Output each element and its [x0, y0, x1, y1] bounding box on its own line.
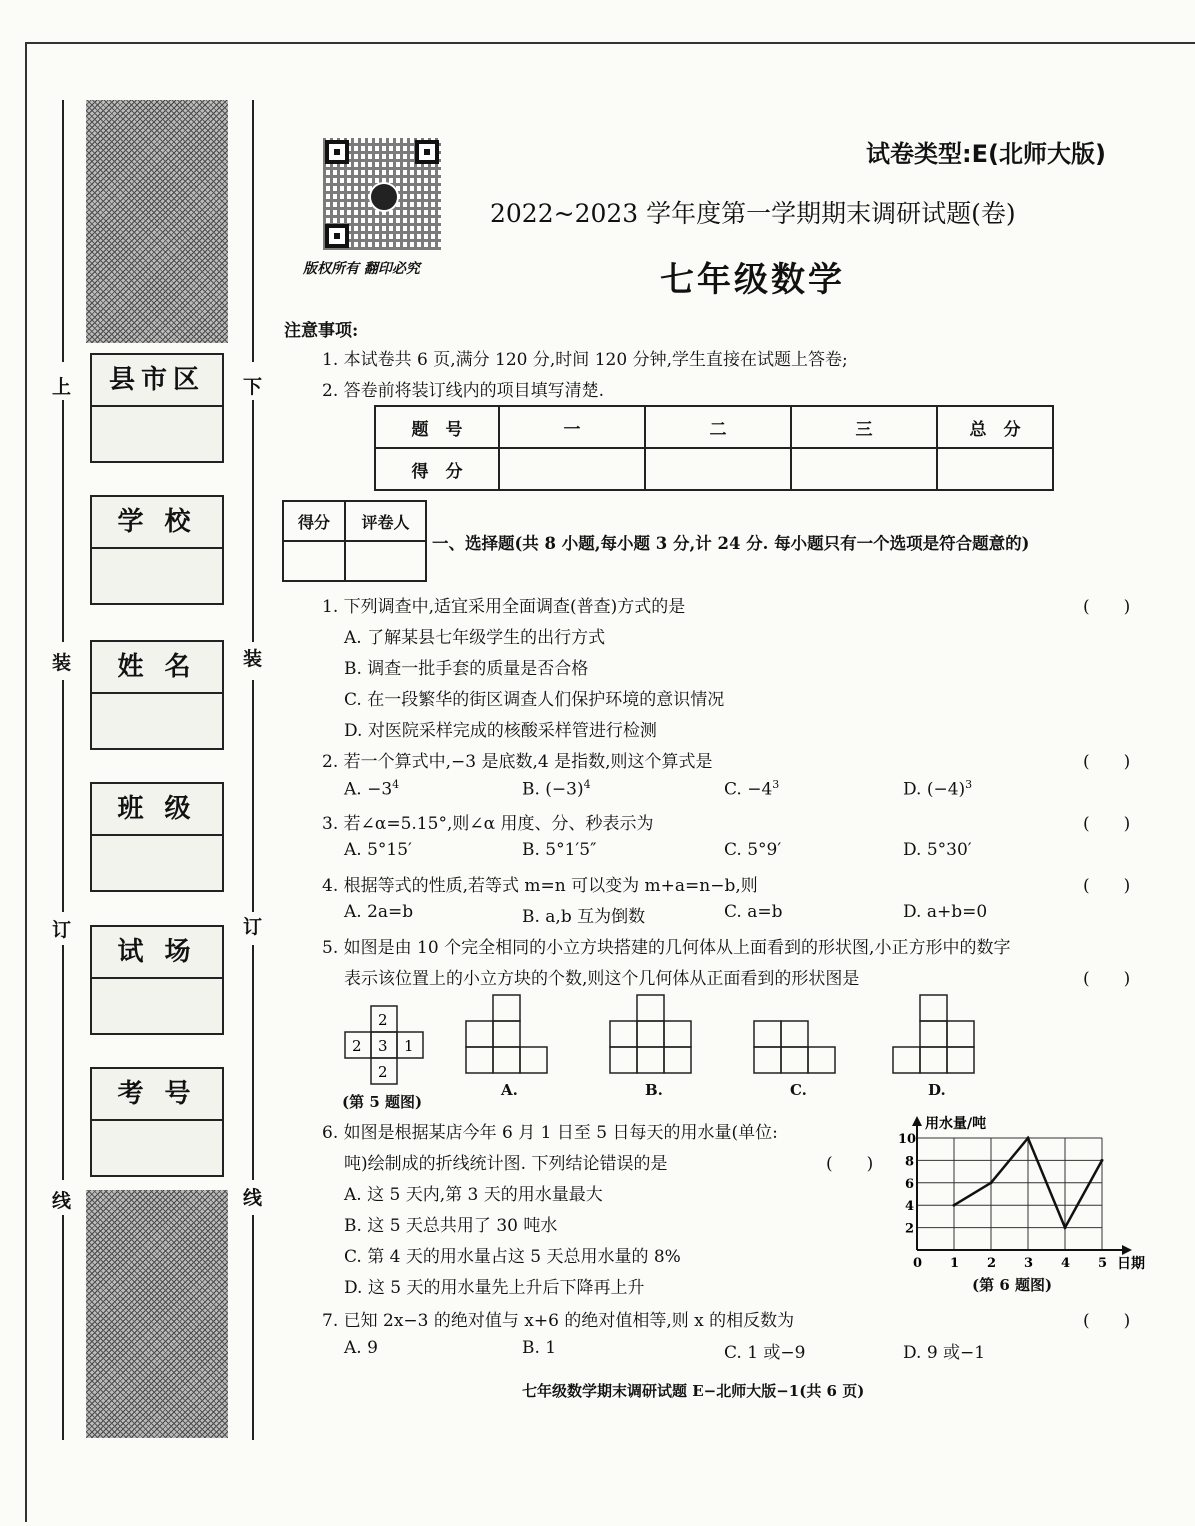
question-stem: 5. 如图是由 10 个完全相同的小立方块搭建的几何体从上面看到的形状图,小正方形中的数字	[322, 938, 1011, 958]
score-header: 二	[645, 406, 791, 448]
binding-mark-left: 线	[52, 1190, 72, 1212]
binding-line-right-4	[252, 945, 254, 1180]
top-view-count: 2	[378, 1063, 388, 1081]
info-box-exam-number[interactable]	[90, 1067, 224, 1177]
score-header: 题 号	[375, 406, 499, 448]
subject-title: 七年级数学	[660, 260, 845, 300]
q5-option-c-figure[interactable]	[753, 1020, 839, 1076]
chart-axes	[912, 1116, 1132, 1255]
option-b[interactable]: B. 1	[522, 1338, 557, 1358]
binding-mark-left: 订	[52, 919, 72, 941]
binding-line-left-1	[62, 100, 64, 362]
option-c[interactable]: C. 在一段繁华的街区调查人们保护环境的意识情况	[344, 690, 725, 710]
chart-data-point	[1064, 1226, 1067, 1229]
figure-caption: (第 5 题图)	[342, 1093, 423, 1111]
option-a[interactable]: A. 2a=b	[344, 902, 414, 922]
option-a[interactable]: A. 了解某县七年级学生的出行方式	[344, 628, 606, 648]
top-view-count: 2	[378, 1011, 388, 1029]
option-d[interactable]: D. 9 或−1	[903, 1343, 986, 1363]
exam-type: 试卷类型:E(北师大版)	[866, 140, 1106, 168]
chart-data-point	[953, 1204, 956, 1207]
score-header: 总 分	[937, 406, 1053, 448]
info-box-exam-room[interactable]	[90, 925, 224, 1035]
score-row-label: 得 分	[375, 448, 499, 490]
top-view-count: 1	[404, 1037, 414, 1055]
x-tick-label: 4	[1061, 1256, 1071, 1271]
question-stem: 2. 若一个算式中,−3 是底数,4 是指数,则这个算式是	[322, 752, 713, 772]
info-label: 姓 名	[92, 642, 222, 694]
binding-mark-right: 订	[243, 916, 263, 938]
exponent: 3	[772, 778, 780, 791]
binding-line-right-3	[252, 680, 254, 912]
y-tick-label: 4	[905, 1199, 915, 1215]
q5-option-label: D.	[928, 1081, 946, 1099]
y-tick-label: 6	[905, 1176, 915, 1192]
option-d[interactable]: D. $(-4)^3$	[903, 778, 973, 800]
qr-logo-icon	[369, 182, 399, 212]
page-footer: 七年级数学期末调研试题 E−北师大版−1(共 6 页)	[522, 1382, 865, 1400]
figure-caption: (第 6 题图)	[972, 1276, 1053, 1294]
chart-data-point	[990, 1181, 993, 1184]
question-stem: 1. 下列调查中,适宜采用全面调查(普查)方式的是	[322, 597, 686, 617]
x-tick-label: 3	[1024, 1256, 1034, 1271]
top-view-count: 3	[378, 1037, 388, 1055]
grader-cell[interactable]	[283, 541, 345, 581]
binding-mark-right: 装	[243, 648, 263, 670]
answer-paren[interactable]: ( )	[1083, 876, 1131, 896]
exam-title: 2022~2023 学年度第一学期期末调研试题(卷)	[490, 199, 1016, 228]
score-header: 三	[791, 406, 937, 448]
option-b[interactable]: B. a,b 互为倒数	[522, 907, 646, 927]
grader-cell[interactable]	[345, 541, 426, 581]
score-cell[interactable]	[499, 448, 645, 490]
option-b[interactable]: B. 这 5 天总共用了 30 吨水	[344, 1216, 558, 1236]
info-label: 考 号	[92, 1069, 222, 1121]
y-axis-arrow-icon	[912, 1116, 922, 1126]
notice-item: 1. 本试卷共 6 页,满分 120 分,时间 120 分钟,学生直接在试题上答卷;	[322, 350, 848, 370]
info-box-name[interactable]	[90, 640, 224, 750]
answer-paren[interactable]: ( )	[1083, 969, 1131, 989]
binding-line-left-2	[62, 400, 64, 642]
info-box-school[interactable]	[90, 495, 224, 605]
answer-paren[interactable]: ( )	[1083, 1311, 1131, 1331]
binding-mark-right: 线	[243, 1187, 263, 1209]
option-a[interactable]: A. $-3^4$	[344, 778, 400, 800]
binding-line-right-2	[252, 400, 254, 642]
question-stem: 吨)绘制成的折线统计图. 下列结论错误的是	[344, 1154, 668, 1174]
option-c[interactable]: C. $-4^3$	[724, 778, 780, 800]
answer-paren[interactable]: ( )	[826, 1154, 874, 1174]
question-stem: 7. 已知 2x−3 的绝对值与 x+6 的绝对值相等,则 x 的相反数为	[322, 1311, 795, 1331]
option-d[interactable]: D. 对医院采样完成的核酸采样管进行检测	[344, 721, 657, 741]
score-cell[interactable]	[791, 448, 937, 490]
question-stem: 表示该位置上的小立方块的个数,则这个几何体从正面看到的形状图是	[344, 969, 860, 989]
chart-data-point	[1101, 1159, 1104, 1162]
info-box-class[interactable]	[90, 782, 224, 892]
binding-line-left-3	[62, 680, 64, 912]
option-d[interactable]: D. 5°30′	[903, 840, 972, 860]
grader-header: 得分	[283, 501, 345, 541]
score-header: 一	[499, 406, 645, 448]
option-b[interactable]: B. $(-3)^4$	[522, 778, 591, 800]
exponent: 4	[583, 778, 591, 791]
notice-item: 2. 答卷前将装订线内的项目填写清楚.	[322, 381, 605, 401]
option-d[interactable]: D. a+b=0	[903, 902, 988, 922]
option-c[interactable]: C. a=b	[724, 902, 783, 922]
info-label: 学 校	[92, 497, 222, 549]
chart-grid	[917, 1138, 1102, 1250]
grader-table	[282, 500, 427, 582]
question-stem: 6. 如图是根据某店今年 6 月 1 日至 5 日每天的用水量(单位:	[322, 1123, 778, 1143]
option-b[interactable]: B. 5°1′5″	[522, 840, 597, 860]
x-tick-label: 5	[1098, 1256, 1108, 1271]
page-border-left	[25, 42, 27, 1522]
q5-option-a-figure[interactable]	[465, 994, 551, 1076]
exponent: 4	[392, 778, 400, 791]
score-table	[374, 405, 1054, 491]
qr-code	[323, 138, 441, 250]
binding-line-right-5	[252, 1215, 254, 1440]
binding-line-right-1	[252, 100, 254, 362]
option-c[interactable]: C. 5°9′	[724, 840, 782, 860]
y-tick-label: 10	[898, 1132, 917, 1147]
top-view-count: 2	[352, 1037, 362, 1055]
section-title: 一、选择题(共 8 小题,每小题 3 分,计 24 分. 每小题只有一个选项是符合题意的)	[432, 534, 1030, 553]
q5-option-label: C.	[790, 1081, 807, 1099]
exponent: 3	[965, 778, 973, 791]
question-stem: 4. 根据等式的性质,若等式 m=n 可以变为 m+a=n−b,则	[322, 876, 758, 896]
q5-option-d-figure[interactable]	[892, 994, 978, 1076]
binding-line-left-4	[62, 945, 64, 1180]
q5-option-b-figure[interactable]	[609, 994, 695, 1076]
answer-paren[interactable]: ( )	[1083, 752, 1131, 772]
binding-line-left-5	[62, 1215, 64, 1440]
x-tick-label: 1	[950, 1256, 960, 1271]
chart-y-axis-label: 用水量/吨	[925, 1116, 987, 1132]
binding-hatch-bottom	[86, 1190, 228, 1438]
binding-mark-left: 上	[52, 376, 72, 398]
x-tick-label: 2	[987, 1256, 997, 1271]
option-b[interactable]: B. 调查一批手套的质量是否合格	[344, 659, 589, 679]
y-tick-label: 2	[905, 1221, 915, 1237]
grader-header: 评卷人	[345, 501, 426, 541]
q5-option-label: A.	[501, 1081, 518, 1099]
chart-x-axis-label: 日期	[1117, 1256, 1145, 1272]
info-label: 县市区	[92, 355, 222, 407]
water-usage-line-chart	[895, 1112, 1150, 1278]
question-stem: 3. 若∠α=5.15°,则∠α 用度、分、秒表示为	[322, 814, 654, 834]
chart-data-point	[1027, 1137, 1030, 1140]
info-label: 班 级	[92, 784, 222, 836]
option-c[interactable]: C. 1 或−9	[724, 1343, 806, 1363]
option-d[interactable]: D. 这 5 天的用水量先上升后下降再上升	[344, 1278, 645, 1298]
score-cell[interactable]	[937, 448, 1053, 490]
option-a[interactable]: A. 这 5 天内,第 3 天的用水量最大	[344, 1185, 603, 1205]
copyright-notice: 版权所有 翻印必究	[303, 261, 420, 277]
notice-heading: 注意事项:	[284, 321, 359, 341]
x-tick-label: 0	[913, 1256, 923, 1271]
page-border-top	[25, 42, 1195, 44]
answer-paren[interactable]: ( )	[1083, 814, 1131, 834]
info-label: 试 场	[92, 927, 222, 979]
x-axis-arrow-icon	[1122, 1245, 1132, 1255]
option-a[interactable]: A. 9	[344, 1338, 378, 1358]
option-c[interactable]: C. 第 4 天的用水量占这 5 天总用水量的 8%	[344, 1247, 681, 1267]
binding-mark-left: 装	[52, 652, 72, 674]
binding-mark-right: 下	[243, 376, 263, 398]
answer-paren[interactable]: ( )	[1083, 597, 1131, 617]
option-a[interactable]: A. 5°15′	[344, 840, 412, 860]
y-tick-label: 8	[905, 1154, 915, 1170]
info-box-county[interactable]	[90, 353, 224, 463]
binding-hatch-top	[86, 100, 228, 343]
q5-option-label: B.	[645, 1081, 663, 1099]
q5-top-view	[340, 1005, 430, 1087]
score-cell[interactable]	[645, 448, 791, 490]
